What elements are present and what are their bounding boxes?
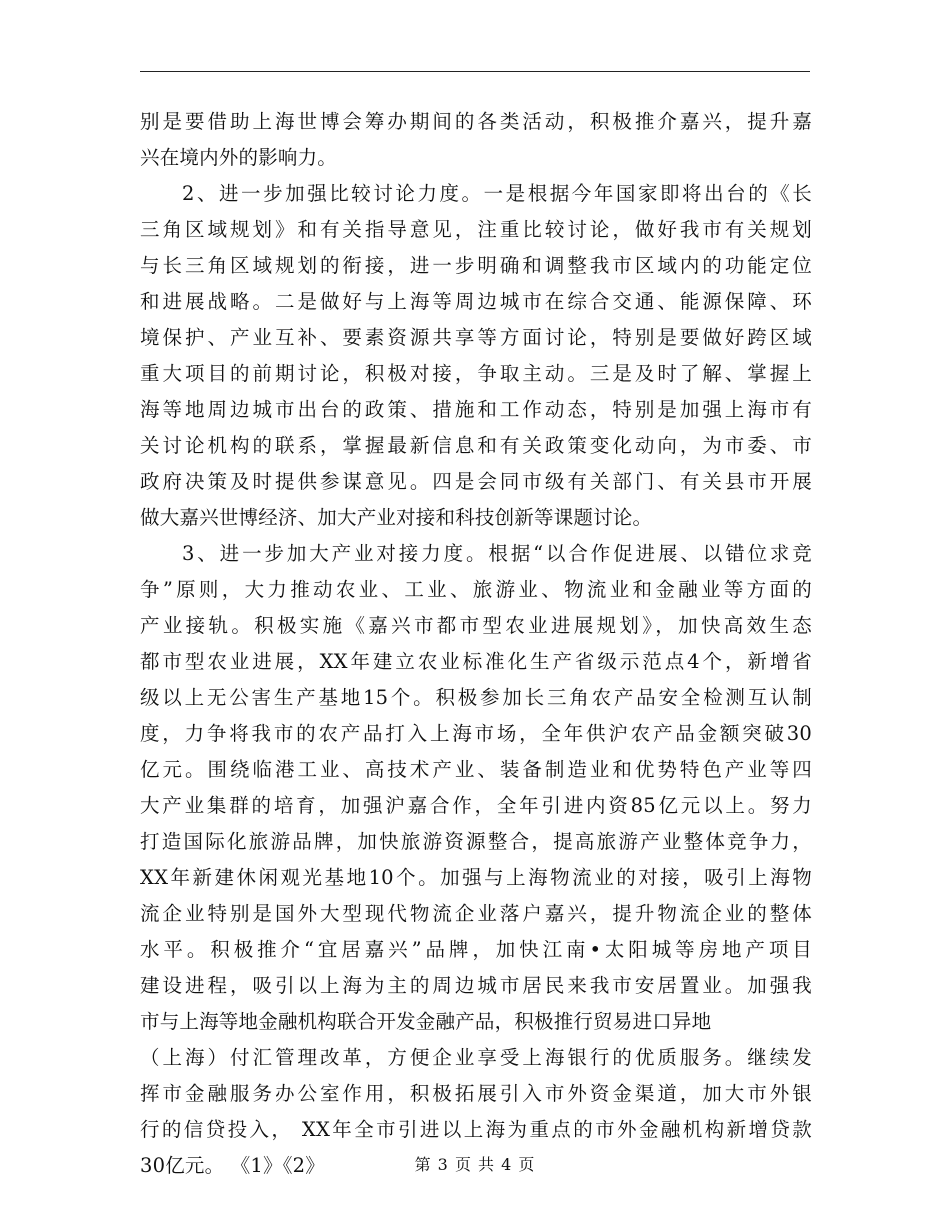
text-line: （上海）付汇管理改革，方便企业享受上海银行的优质服务。继续发 — [140, 1046, 812, 1069]
text-line: 别是要借助上海世博会筹办期间的各类活动，积极推介嘉兴，提升嘉 — [140, 110, 812, 133]
text-line: 亿元。围绕临港工业、高技术产业、装备制造业和优势特色产业等四 — [140, 758, 812, 781]
text-line: 打造国际化旅游品牌，加快旅游资源整合，提高旅游产业整体竞争力， — [140, 830, 812, 853]
text-line: 争”原则，大力推动农业、工业、旅游业、物流业和金融业等方面的 — [140, 578, 812, 601]
text-line: 做大嘉兴世博经济、加大产业对接和科技创新等课题讨论。 — [140, 506, 653, 529]
text-line: 流企业特别是国外大型现代物流企业落户嘉兴，提升物流企业的整体 — [140, 902, 812, 925]
paragraph-first-line: 3、进一步加大产业对接力度。根据“以合作促进展、以错位求竞 — [182, 542, 812, 565]
text-line: 市与上海等地金融机构联合开发金融产品，积极推行贸易进口异地 — [140, 1010, 712, 1033]
text-line: 建设进程，吸引以上海为主的周边城市居民来我市安居置业。加强我 — [140, 974, 812, 997]
text-line: 和进展战略。二是做好与上海等周边城市在综合交通、能源保障、环 — [140, 290, 812, 313]
paragraph-first-line: 2、进一步加强比较讨论力度。一是根据今年国家即将出台的《长 — [182, 182, 812, 205]
text-line: 行的信贷投入， XX年全市引进以上海为重点的市外金融机构新增贷款 — [140, 1118, 812, 1141]
text-line: 水平。积极推介“宜居嘉兴”品牌，加快江南•太阳城等房地产项目 — [140, 938, 812, 961]
text-line: 三角区域规划》和有关指导意见，注重比较讨论，做好我市有关规划 — [140, 218, 812, 241]
text-line: 海等地周边城市出台的政策、措施和工作动态，特别是加强上海市有 — [140, 398, 812, 421]
text-line: 兴在境内外的影响力。 — [140, 146, 338, 169]
text-line: 产业接轨。积极实施《嘉兴市都市型农业进展规划》，加快高效生态 — [140, 614, 812, 637]
text-line: 都市型农业进展，XX年建立农业标准化生产省级示范点4个，新增省 — [140, 650, 812, 673]
page-number: 第 3 页 共 4 页 — [414, 1155, 536, 1174]
text-line: 重大项目的前期讨论，积极对接，争取主动。三是及时了解、掌握上 — [140, 362, 812, 385]
text-line: 级以上无公害生产基地15个。积极参加长三角农产品安全检测互认制 — [140, 686, 812, 709]
text-line: XX年新建休闲观光基地10个。加强与上海物流业的对接，吸引上海物 — [140, 866, 812, 889]
text-line: 30亿元。 《1》《2》 — [140, 1154, 325, 1177]
text-line: 境保护、产业互补、要素资源共享等方面讨论，特别是要做好跨区域 — [140, 326, 812, 349]
text-line: 政府决策及时提供参谋意见。四是会同市级有关部门、有关县市开展 — [140, 470, 812, 493]
document-body — [140, 104, 812, 1184]
text-line: 大产业集群的培育，加强沪嘉合作，全年引进内资85亿元以上。努力 — [140, 794, 812, 817]
text-line: 与长三角区域规划的衔接，进一步明确和调整我市区域内的功能定位 — [140, 254, 812, 277]
text-line: 关讨论机构的联系，掌握最新信息和有关政策变化动向，为市委、市 — [140, 434, 812, 457]
header-rule — [140, 71, 810, 72]
text-line: 度，力争将我市的农产品打入上海市场，全年供沪农产品金额突破30 — [140, 722, 812, 745]
text-line: 挥市金融服务办公室作用，积极拓展引入市外资金渠道，加大市外银 — [140, 1082, 812, 1105]
